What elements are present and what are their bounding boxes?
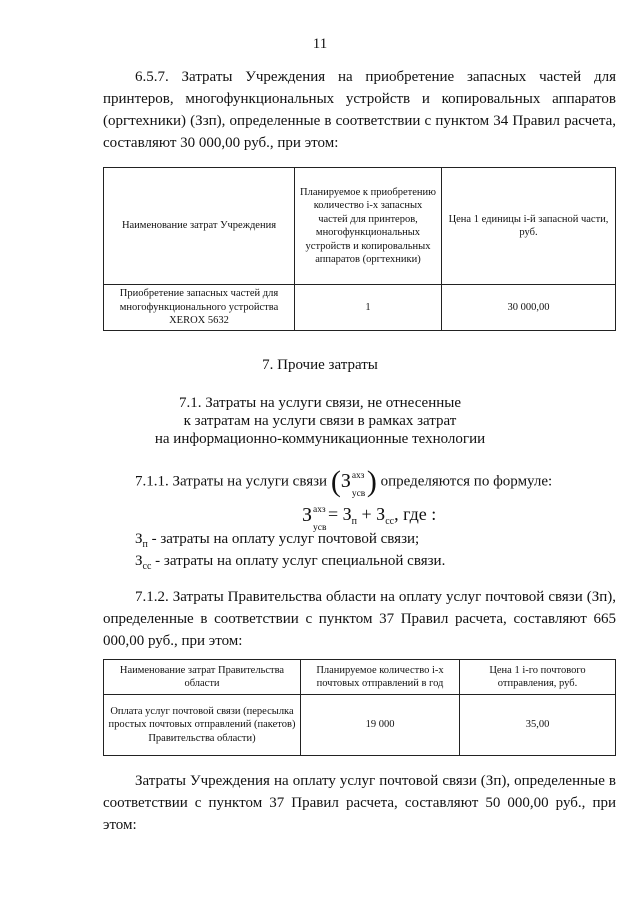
section-7-1-2-text: 7.1.2. Затраты Правительства области на оплату услуг почтовой связи (Зп), определенные в соответствии с пунктом 37 Правил расчета, составляют 665 000,00 руб., при этом: — [103, 589, 616, 649]
table-header-cell: Цена 1 единицы i-й запасной части, руб. — [442, 168, 616, 285]
table-header-cell: Цена 1 i-го почтового отправления, руб. — [460, 660, 616, 695]
table-cell: 35,00 — [460, 695, 616, 756]
table-row — [104, 695, 616, 756]
table-header-row — [104, 168, 616, 285]
table-header-cell: Планируемое к приобретению количество i-х запасных частей для принтеров, многофункциональных устройств и копировальных аппаратов (оргтехники) — [295, 168, 442, 285]
section-7-1-2-paragraph — [103, 586, 616, 652]
spare-parts-table — [103, 167, 616, 331]
postal-services-table — [103, 659, 616, 756]
table-row — [104, 285, 616, 331]
closing-paragraph — [103, 770, 616, 836]
section-7-title: 7. Прочие затраты — [262, 357, 378, 373]
table-cell: 19 000 — [301, 695, 460, 756]
table-cell: 30 000,00 — [442, 285, 616, 331]
definition-z-ss: $З_{сс}$ - затраты на оплату услуг специальной связи. — [135, 553, 446, 572]
table-cell: 1 — [295, 285, 442, 331]
symbol-z-usv: З ахз усв — [340, 470, 366, 499]
table-cell: Приобретение запасных частей для многофункционального устройства XEROX 5632 — [104, 285, 295, 331]
table-header-cell: Наименование затрат Учреждения — [104, 168, 295, 285]
section-6-5-7-text: 6.5.7. Затраты Учреждения на приобретение запасных частей для принтеров, многофункциональных устройств и копировальных аппаратов (оргтехники) (Ззп), определенные в соответствии с пунктом 34 Правил расчета, составляют 30 000,00 руб., при этом: — [103, 69, 616, 151]
table-header-row — [104, 660, 616, 695]
section-7-1-heading-line-3: на информационно-коммуникационные технологии — [154, 431, 486, 447]
closing-text: Затраты Учреждения на оплату услуг почтовой связи (Зп), определенные в соответствии с пунктом 37 Правил расчета, составляют 50 000,00 руб., при этом: — [103, 773, 616, 833]
page-number: 11 — [312, 36, 328, 52]
formula: З ахз усв = $З_п + З_{сс}$, где : — [302, 504, 437, 533]
table-header-cell: Планируемое количество i-х почтовых отправлений в год — [301, 660, 460, 695]
section-6-5-7-paragraph — [103, 66, 616, 154]
table-header-cell: Наименование затрат Правительства области — [104, 660, 301, 695]
section-7-1-1-intro: 7.1.1. Затраты на услуги связи ( З ахз усв ) определяются по формуле: — [135, 465, 553, 499]
definition-z-p: $З_п$ - затраты на оплату услуг почтовой связи; — [135, 531, 420, 550]
table-cell: Оплата услуг почтовой связи (пересылка простых почтовых отправлений (пакетов) Правительства области) — [104, 695, 301, 756]
section-7-1-heading-line-2: к затратам на услуги связи в рамках затрат — [183, 413, 457, 429]
section-7-1-heading-line-1: 7.1. Затраты на услуги связи, не отнесенные — [179, 395, 461, 411]
